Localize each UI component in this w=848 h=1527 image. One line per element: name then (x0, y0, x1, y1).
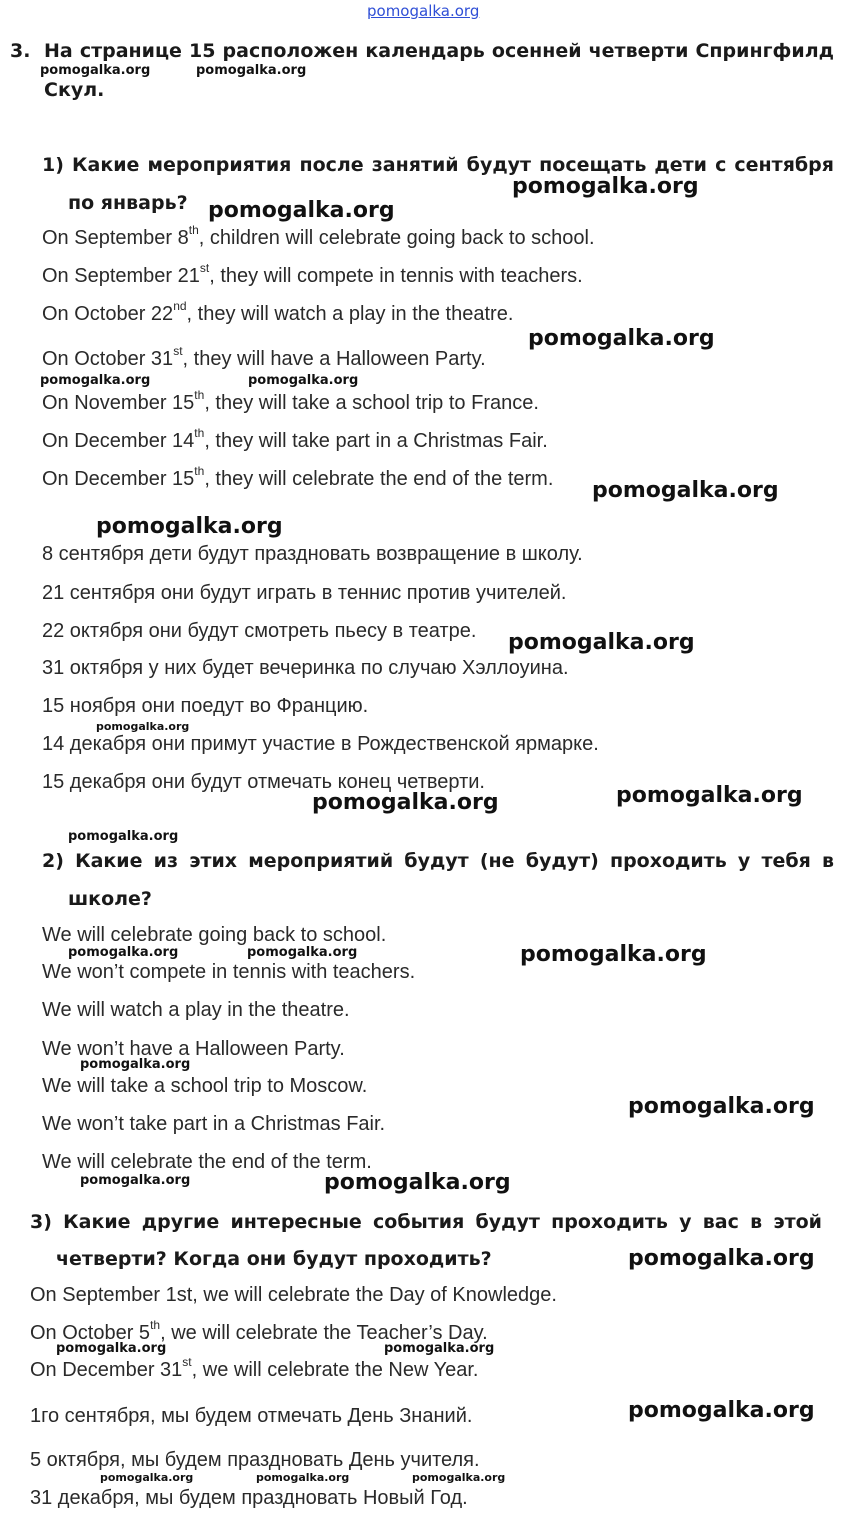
watermark-small: pomogalka.org (248, 373, 359, 388)
q1-ru-line: 22 октября они будут смотреть пьесу в театре. (42, 620, 477, 642)
q3-word: в (750, 1211, 763, 1233)
q1-word: посещать (539, 154, 647, 176)
q1-ru-line: 15 декабря они будут отмечать конец четверти. (42, 771, 485, 793)
q2-word: в (821, 850, 834, 872)
q3-word: будут (475, 1211, 540, 1233)
task-word: странице (79, 40, 182, 62)
q1-ru-line: 21 сентября они будут играть в теннис против учителей. (42, 582, 567, 604)
q3-word: этой (773, 1211, 822, 1233)
watermark-large: pomogalka.org (628, 1398, 815, 1423)
q2-word: этих (189, 850, 238, 872)
task-word: расположен (222, 40, 359, 62)
q2-en-line: We won’t take part in a Christmas Fair. (42, 1113, 386, 1135)
q2-word: (не (479, 850, 515, 872)
q3-word: Какие (63, 1211, 131, 1233)
watermark-large: pomogalka.org (592, 478, 779, 503)
task-title-line2: Скул. (44, 79, 105, 101)
q1-ru-line: 14 декабря они примут участие в Рождественской ярмарке. (42, 733, 599, 755)
watermark-large: pomogalka.org (628, 1094, 815, 1119)
q1-heading-line1 (42, 154, 834, 176)
q3-en-line: On September 1st, we will celebrate the Day of Knowledge. (30, 1284, 557, 1306)
q1-word: будут (466, 154, 532, 176)
watermark-small: pomogalka.org (256, 1471, 350, 1484)
q2-word: проходить (609, 850, 727, 872)
q3-en-line: On October 5th, we will celebrate the Teacher’s Day. (30, 1318, 488, 1344)
q3-word: вас (702, 1211, 739, 1233)
task-word: четверти (588, 40, 689, 62)
watermark-large: pomogalka.org (528, 326, 715, 351)
watermark-small: pomogalka.org (80, 1173, 191, 1188)
watermark-large: pomogalka.org (96, 514, 283, 539)
q1-en-line: On September 21st, they will compete in tennis with teachers. (42, 261, 583, 287)
watermark-small: pomogalka.org (68, 829, 179, 844)
watermark-small: pomogalka.org (100, 1471, 194, 1484)
q1-en-line: On September 8th, children will celebrate going back to school. (42, 223, 595, 249)
watermark-large: pomogalka.org (520, 942, 707, 967)
task-number: 3. (10, 40, 31, 62)
q2-en-line: We won’t have a Halloween Party. (42, 1038, 345, 1060)
q3-word: интересные (230, 1211, 362, 1233)
q3-ru-line: 31 декабря, мы будем праздновать Новый Год. (30, 1487, 468, 1509)
q1-word: после (299, 154, 364, 176)
q2-word: мероприятий (248, 850, 394, 872)
q2-word: 2) (42, 850, 64, 872)
q1-word: Какие (71, 154, 140, 176)
q2-en-line: We will celebrate the end of the term. (42, 1151, 372, 1173)
watermark-large: pomogalka.org (312, 790, 499, 815)
q2-word: у (737, 850, 751, 872)
q1-en-line: On December 15th, they will celebrate the end of the term. (42, 464, 554, 490)
task-word: Спрингфилд (695, 40, 834, 62)
q3-word: 3) (30, 1211, 52, 1233)
q2-word: будут (404, 850, 469, 872)
watermark-small: pomogalka.org (68, 945, 179, 960)
q1-word: с (715, 154, 727, 176)
q2-en-line: We will watch a play in the theatre. (42, 999, 350, 1021)
watermark-large: pomogalka.org (324, 1170, 511, 1195)
q1-ru-line: 15 ноября они поедут во Францию. (42, 695, 369, 717)
watermark-large: pomogalka.org (208, 198, 395, 223)
q2-word: Какие (75, 850, 143, 872)
q1-word: дети (654, 154, 707, 176)
q1-word: 1) (42, 154, 64, 176)
watermark-large: pomogalka.org (616, 783, 803, 808)
q1-ru-line: 8 сентября дети будут праздновать возвращение в школу. (42, 543, 583, 565)
q2-en-line: We won’t compete in tennis with teachers. (42, 961, 416, 983)
q1-en-line: On October 31st, they will have a Halloween Party. (42, 344, 486, 370)
watermark-small: pomogalka.org (412, 1471, 506, 1484)
watermark-small: pomogalka.org (384, 1341, 495, 1356)
q1-heading-line2: по январь? (68, 192, 188, 214)
task-word: 15 (189, 40, 216, 62)
task-word: календарь (365, 40, 485, 62)
q3-ru-line: 5 октября, мы будем праздновать День учителя. (30, 1449, 480, 1471)
q3-en-line: On December 31st, we will celebrate the New Year. (30, 1355, 479, 1381)
watermark-small: pomogalka.org (80, 1057, 191, 1072)
watermark-small: pomogalka.org (40, 63, 151, 78)
q3-word: другие (141, 1211, 220, 1233)
q1-word: сентября (734, 154, 834, 176)
q3-word: у (679, 1211, 692, 1233)
q1-en-line: On October 22nd, they will watch a play in the theatre. (42, 299, 514, 325)
q1-en-line: On November 15th, they will take a school trip to France. (42, 388, 539, 414)
watermark-large: pomogalka.org (508, 630, 695, 655)
q3-word: события (373, 1211, 465, 1233)
watermark-small: pomogalka.org (196, 63, 307, 78)
task-title-line1 (44, 40, 834, 62)
q1-ru-line: 31 октября у них будет вечеринка по случаю Хэллоуина. (42, 657, 569, 679)
task-word: На (44, 40, 73, 62)
q2-word: будут) (525, 850, 599, 872)
q2-en-line: We will celebrate going back to school. (42, 924, 387, 946)
watermark-small: pomogalka.org (96, 720, 190, 733)
q1-word: мероприятия (147, 154, 292, 176)
q2-heading-line2: школе? (68, 888, 152, 910)
q1-word: занятий (371, 154, 459, 176)
q2-word: из (153, 850, 179, 872)
watermark-small: pomogalka.org (247, 945, 358, 960)
task-word: осенней (491, 40, 582, 62)
q3-ru-line: 1го сентября, мы будем отмечать День Знаний. (30, 1405, 473, 1427)
watermark-small: pomogalka.org (56, 1341, 167, 1356)
q2-en-line: We will take a school trip to Moscow. (42, 1075, 368, 1097)
q1-en-line: On December 14th, they will take part in a Christmas Fair. (42, 426, 548, 452)
watermark-large: pomogalka.org (512, 174, 699, 199)
q3-word: проходить (551, 1211, 668, 1233)
q2-heading-line1 (42, 850, 834, 872)
watermark-large: pomogalka.org (628, 1246, 815, 1271)
q2-word: тебя (761, 850, 811, 872)
q3-heading-line2: четверти? Когда они будут проходить? (56, 1248, 492, 1270)
q3-heading-line1 (30, 1211, 822, 1233)
top-watermark-link[interactable]: pomogalka.org (367, 2, 480, 20)
watermark-small: pomogalka.org (40, 373, 151, 388)
